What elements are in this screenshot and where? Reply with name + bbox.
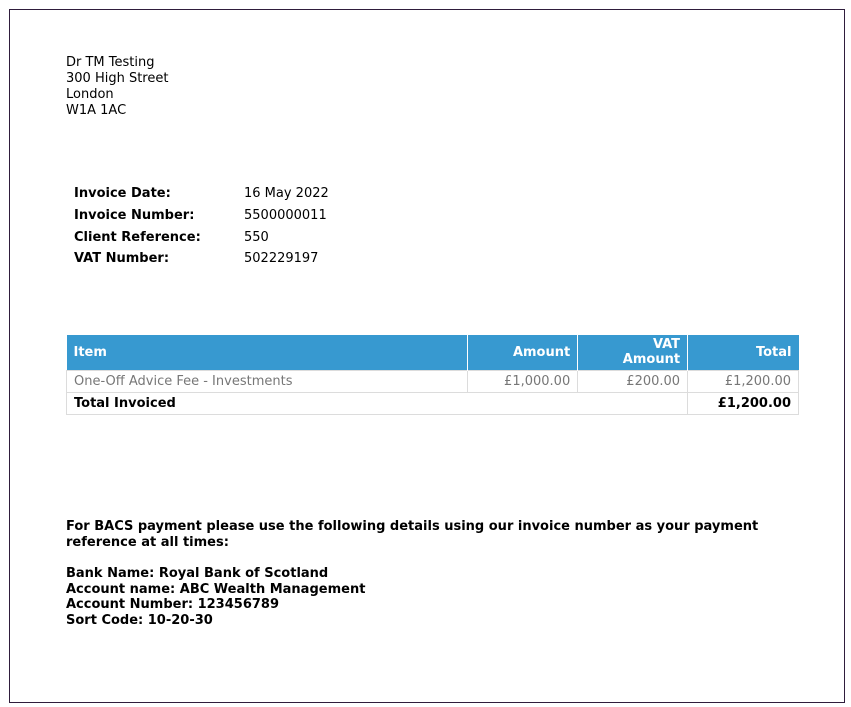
bank-name: Bank Name: Royal Bank of Scotland [66,566,329,581]
invoice-date-row [74,183,329,205]
account-number: Account Number: 123456789 [66,597,280,612]
recipient-address [66,55,168,119]
client-reference-label: Client Reference: [74,229,201,245]
table-header-row [67,335,799,370]
header-vat-line1: VAT [652,337,681,353]
header-vat-amount [578,335,688,370]
item-description: One-Off Advice Fee - Investments [67,370,468,392]
invoice-details [74,183,329,270]
address-line: London [66,87,114,102]
vat-number-value: 502229197 [244,251,319,267]
total-invoiced-label: Total Invoiced [67,392,688,414]
client-reference-value: 550 [244,229,269,245]
item-vat-amount: £200.00 [578,370,688,392]
invoice-number-value: 5500000011 [244,208,327,224]
header-amount: Amount [468,335,578,370]
header-item: Item [67,335,468,370]
invoice-items-table [66,335,799,415]
header-vat-line2: Amount [622,352,681,368]
address-line: Dr TM Testing [66,55,155,70]
invoice-number-label: Invoice Number: [74,208,195,224]
vat-number-label: VAT Number: [74,251,170,267]
address-line: 300 High Street [66,71,169,86]
bacs-payment-details [66,519,806,628]
total-invoiced-value: £1,200.00 [688,392,799,414]
invoice-page [9,9,845,703]
account-name: Account name: ABC Wealth Management [66,581,366,597]
invoice-number-row [74,205,329,227]
invoice-date-label: Invoice Date: [74,186,171,202]
sort-code: Sort Code: 10-20-30 [66,612,213,628]
table-row [67,370,799,392]
client-reference-row [74,226,329,248]
invoice-date-value: 16 May 2022 [244,186,329,202]
vat-number-row [74,248,329,270]
item-total: £1,200.00 [688,370,799,392]
item-amount: £1,000.00 [468,370,578,392]
address-line: W1A 1AC [66,103,127,118]
bacs-intro: For BACS payment please use the following details using our invoice number as your payment reference at all times: [66,519,759,550]
header-total: Total [688,335,799,370]
total-row [67,392,799,414]
